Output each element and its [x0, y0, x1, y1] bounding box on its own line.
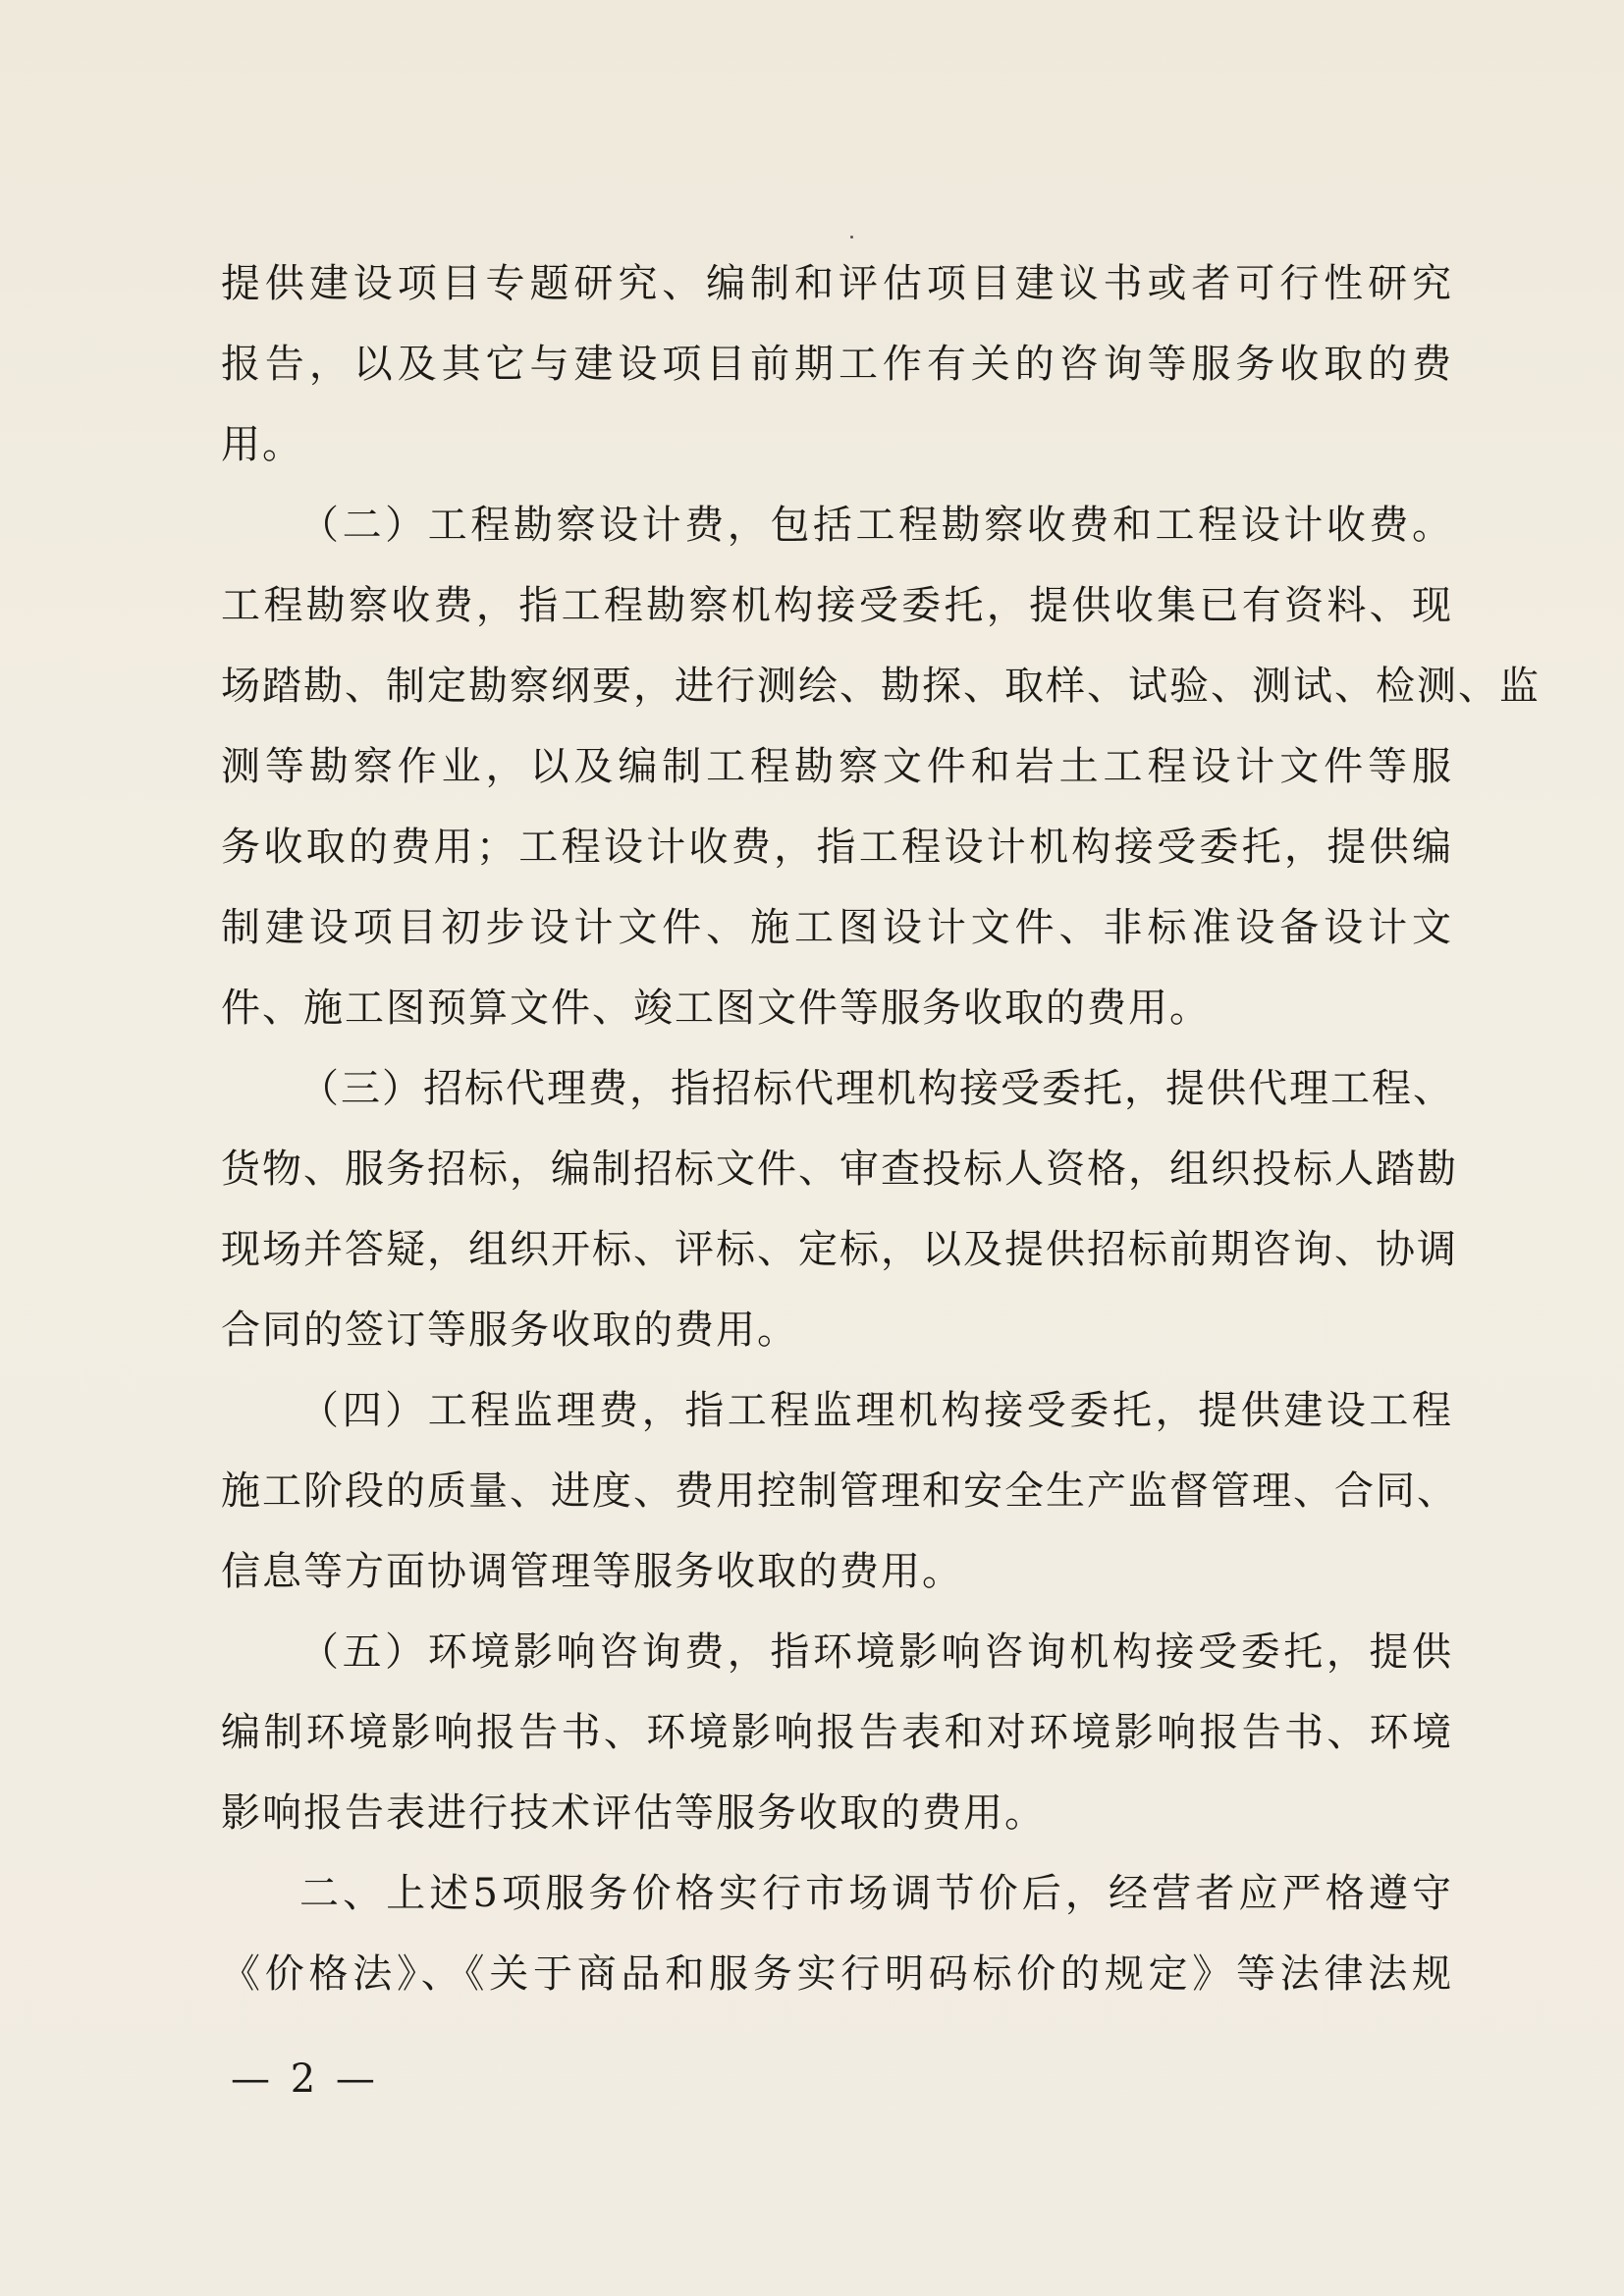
paragraph-start-line: （二）工程勘察设计费，包括工程勘察收费和工程设计收费。	[299, 503, 1453, 548]
text-line: 影响报告表进行技术评估等服务收取的费用。	[221, 1790, 1046, 1836]
text-line: 用。	[221, 422, 303, 467]
text-line: 《价格法》、《关于商品和服务实行明码标价的规定》等法律法规	[221, 1951, 1453, 1997]
text-line: 工程勘察收费，指工程勘察机构接受委托，提供收集已有资料、现	[221, 583, 1453, 628]
text-line: 提供建设项目专题研究、编制和评估项目建议书或者可行性研究	[221, 261, 1453, 306]
text-line: 编制环境影响报告书、环境影响报告表和对环境影响报告书、环境	[221, 1710, 1453, 1755]
text-line: 货物、服务招标，编制招标文件、审查投标人资格，组织投标人踏勘	[221, 1147, 1458, 1192]
text-line: 合同的签订等服务收取的费用。	[221, 1308, 798, 1353]
paragraph-start-line: （五）环境影响咨询费，指环境影响咨询机构接受委托，提供	[299, 1629, 1453, 1675]
page-number: — 2 —	[231, 2056, 379, 2102]
text-line: 务收取的费用；工程设计收费，指工程设计机构接受委托，提供编	[221, 825, 1453, 870]
text-line: 测等勘察作业，以及编制工程勘察文件和岩土工程设计文件等服	[221, 744, 1453, 789]
paragraph-start-line: （三）招标代理费，指招标代理机构接受委托，提供代理工程、	[299, 1066, 1454, 1111]
body-text	[221, 243, 1541, 2014]
text-line: 件、施工图预算文件、竣工图文件等服务收取的费用。	[221, 986, 1211, 1031]
ink-dot	[850, 236, 853, 239]
text-line: 制建设项目初步设计文件、施工图设计文件、非标准设备设计文	[221, 905, 1453, 950]
text-line: 现场并答疑，组织开标、评标、定标，以及提供招标前期咨询、协调	[221, 1227, 1458, 1272]
paragraph-start-line: （四）工程监理费，指工程监理机构接受委托，提供建设工程	[299, 1388, 1453, 1433]
text-line: 施工阶段的质量、进度、费用控制管理和安全生产监督管理、合同、	[221, 1468, 1458, 1514]
text-line: 场踏勘、制定勘察纲要，进行测绘、勘探、取样、试验、测试、检测、监	[221, 664, 1541, 709]
text-line: 报告，以及其它与建设项目前期工作有关的咨询等服务收取的费	[221, 342, 1453, 387]
text-line: 信息等方面协调管理等服务收取的费用。	[221, 1549, 963, 1594]
paragraph-start-line: 二、上述5项服务价格实行市场调节价后，经营者应严格遵守	[299, 1871, 1453, 1916]
